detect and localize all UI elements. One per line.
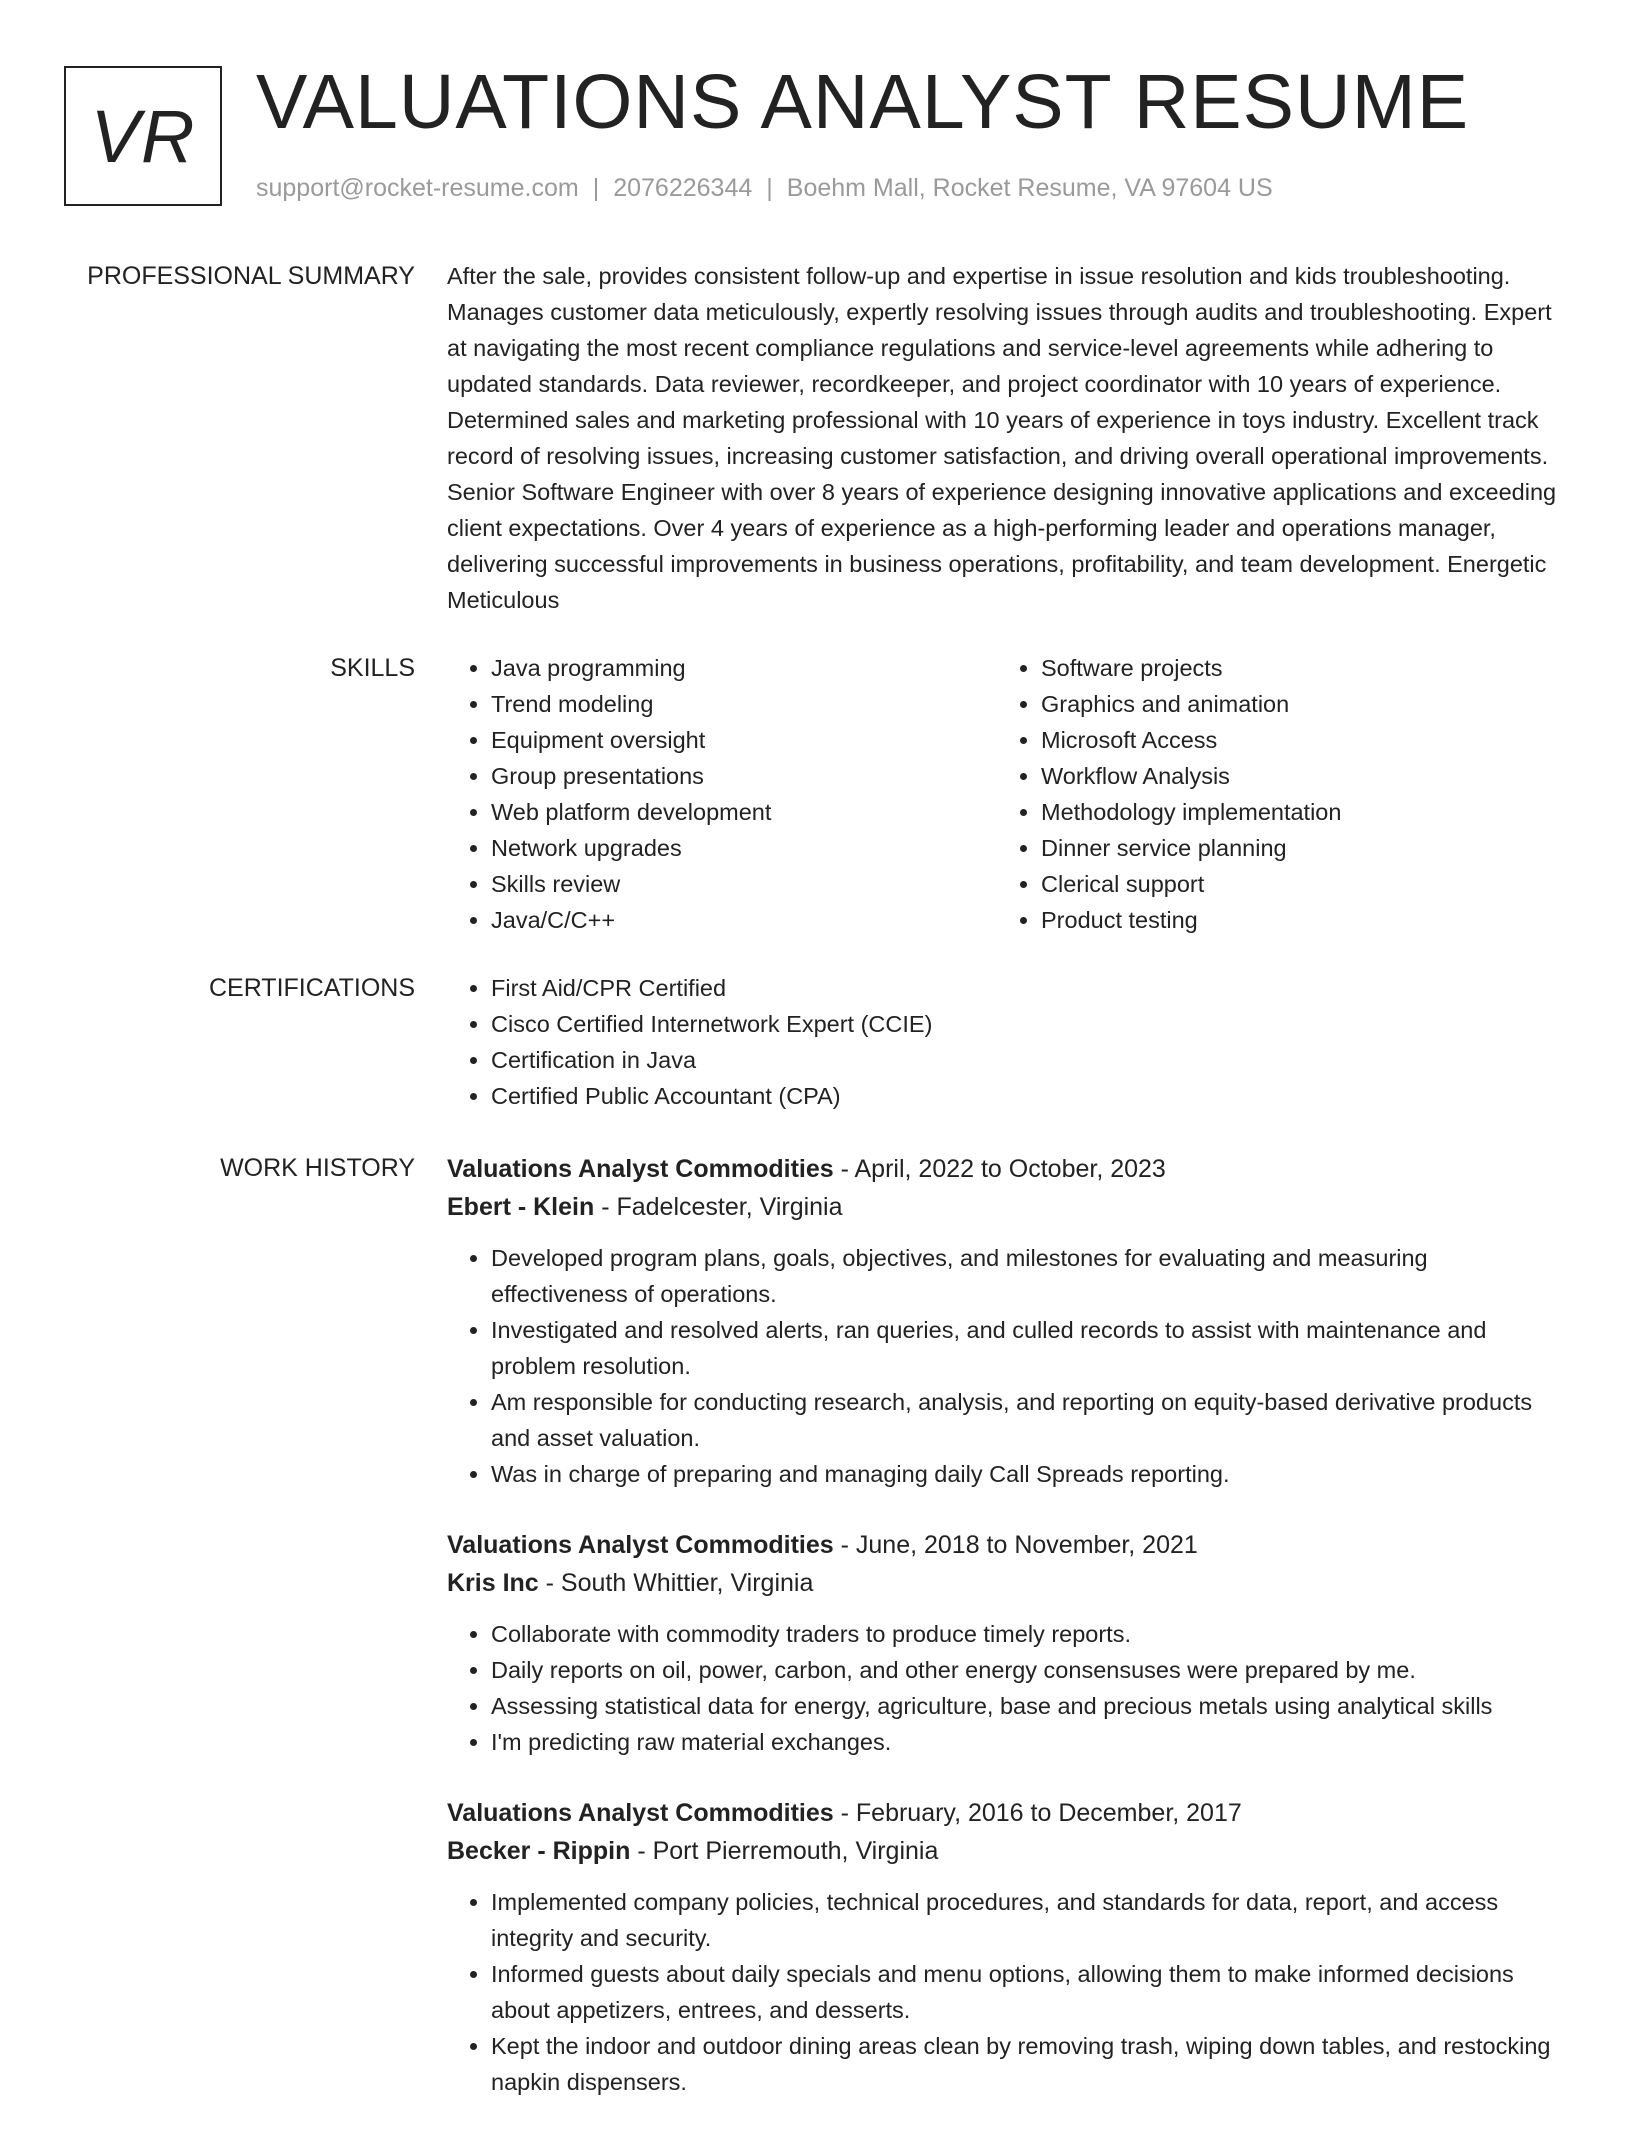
skill-item: • Clerical support (1041, 866, 1517, 902)
certification-item: • Certified Public Accountant (CPA) (491, 1078, 1569, 1114)
skills-column-right (997, 650, 1517, 938)
job-entry (447, 1794, 1569, 2100)
work-history-heading: WORK HISTORY (220, 1154, 415, 1182)
contact-info (256, 174, 1273, 203)
job-bullet: • Developed program plans, goals, objectives, and milestones for evaluating and measuring effectiveness of operations. (491, 1240, 1569, 1312)
contact-separator: | (766, 174, 773, 202)
skill-item: • Group presentations (491, 758, 967, 794)
job-location: - Fadelcester, Virginia (594, 1193, 843, 1221)
job-company: Becker - Rippin (447, 1837, 631, 1865)
job-entry (447, 1526, 1569, 1760)
job-bullet: • Daily reports on oil, power, carbon, and other energy consensuses were prepared by me. (491, 1652, 1569, 1688)
job-company-line (447, 1832, 1569, 1870)
certification-item: • Cisco Certified Internetwork Expert (CCIE) (491, 1006, 1569, 1042)
certification-item: • First Aid/CPR Certified (491, 970, 1569, 1006)
job-bullet: • Am responsible for conducting research, analysis, and reporting on equity-based derivative products and asset valuation. (491, 1384, 1569, 1456)
skill-item: • Methodology implementation (1041, 794, 1517, 830)
job-entry (447, 1150, 1569, 1492)
skill-item: • Java/C/C++ (491, 902, 967, 938)
contact-phone[interactable]: 2076226344 (613, 174, 753, 202)
job-location: - South Whittier, Virginia (538, 1569, 814, 1597)
job-bullet: • Collaborate with commodity traders to produce timely reports. (491, 1616, 1569, 1652)
job-company: Ebert - Klein (447, 1193, 595, 1221)
skill-item: • Java programming (491, 650, 967, 686)
job-bullet: • Assessing statistical data for energy, agriculture, base and precious metals using analytical skills (491, 1688, 1569, 1724)
job-location: - Port Pierremouth, Virginia (630, 1837, 939, 1865)
certifications-heading: CERTIFICATIONS (208, 974, 415, 1002)
contact-email[interactable]: support@rocket-resume.com (256, 174, 579, 202)
skill-item: • Equipment oversight (491, 722, 967, 758)
skill-item: • Software projects (1041, 650, 1517, 686)
job-bullet: • Investigated and resolved alerts, ran queries, and culled records to assist with maintenance and problem resolution. (491, 1312, 1569, 1384)
contact-address: Boehm Mall, Rocket Resume, VA 97604 US (786, 174, 1273, 202)
monogram-logo: VR (64, 66, 222, 206)
job-company-line (447, 1188, 1569, 1226)
job-bullet: • Kept the indoor and outdoor dining areas clean by removing trash, wiping down tables, and restocking napkin dispensers. (491, 2028, 1569, 2100)
skill-item: • Workflow Analysis (1041, 758, 1517, 794)
job-dates: - February, 2016 to December, 2017 (833, 1799, 1242, 1827)
skills-column-left (447, 650, 967, 938)
job-bullet: • Implemented company policies, technical procedures, and standards for data, report, and access integrity and security. (491, 1884, 1569, 1956)
job-title-line (447, 1526, 1569, 1564)
skill-item: • Skills review (491, 866, 967, 902)
certifications-body (447, 970, 1569, 1114)
job-bullet: • Was in charge of preparing and managing daily Call Spreads reporting. (491, 1456, 1569, 1492)
job-dates: - June, 2018 to November, 2021 (833, 1531, 1198, 1559)
skill-item: • Dinner service planning (1041, 830, 1517, 866)
resume-title: VALUATIONS ANALYST RESUME (256, 59, 1470, 145)
skills-heading: SKILLS (330, 654, 415, 682)
skill-item: • Trend modeling (491, 686, 967, 722)
job-bullet: • Informed guests about daily specials and menu options, allowing them to make informed decisions about appetizers, entrees, and desserts. (491, 1956, 1569, 2028)
work-history-body (447, 1150, 1569, 2134)
certification-item: • Certification in Java (491, 1042, 1569, 1078)
job-company: Kris Inc (447, 1569, 539, 1597)
summary-heading: PROFESSIONAL SUMMARY (87, 262, 415, 290)
job-title: Valuations Analyst Commodities (447, 1155, 834, 1183)
job-company-line (447, 1564, 1569, 1602)
job-title-line (447, 1150, 1569, 1188)
skill-item: • Microsoft Access (1041, 722, 1517, 758)
contact-separator: | (592, 174, 600, 202)
job-title: Valuations Analyst Commodities (447, 1531, 834, 1559)
summary-text: After the sale, provides consistent follow-up and expertise in issue resolution and kids troubleshooting. Manages customer data meticulously, expertly resolving issues through audits and troubleshooting. Expert at navigating the most recent compliance regulations and service-level agreements while adhering to updated standards. Data reviewer, recordkeeper, and project coordinator with 10 years of experience. Determined sales and marketing professional with 10 years of experience in toys industry. Excellent track record of resolving issues, increasing customer satisfaction, and driving overall operational improvements. Senior Software Engineer with over 8 years of experience designing innovative applications and exceeding client expectations. Over 4 years of experience as a high-performing leader and operations manager, delivering successful improvements in business operations, profitability, and team development. Energetic Meticulous (447, 263, 1557, 613)
job-dates: - April, 2022 to October, 2023 (833, 1155, 1166, 1183)
job-title: Valuations Analyst Commodities (447, 1799, 834, 1827)
skill-item: • Network upgrades (491, 830, 967, 866)
skill-item: • Web platform development (491, 794, 967, 830)
skill-item: • Product testing (1041, 902, 1517, 938)
job-bullet: • I'm predicting raw material exchanges. (491, 1724, 1569, 1760)
job-title-line (447, 1794, 1569, 1832)
skill-item: • Graphics and animation (1041, 686, 1517, 722)
